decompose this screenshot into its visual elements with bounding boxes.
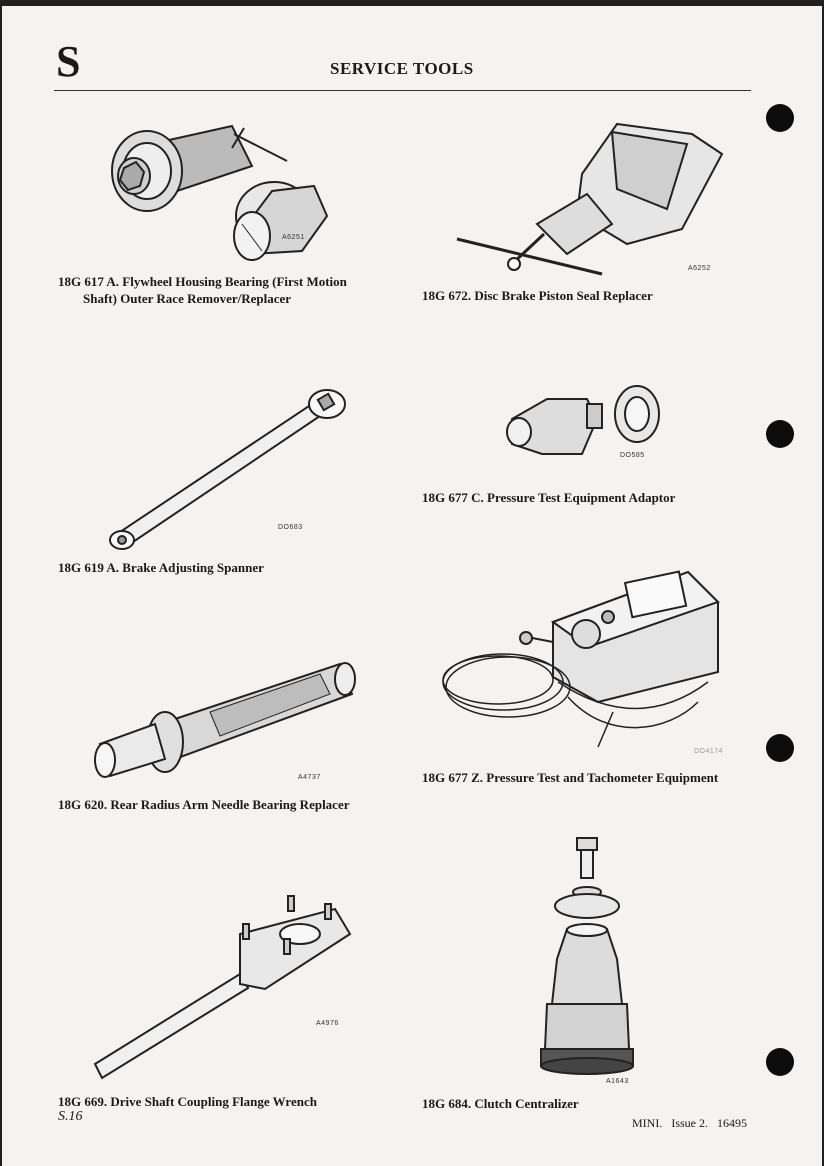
figure-reference: DO4174	[694, 748, 724, 755]
tool-caption: 18G 684. Clutch Centralizer	[422, 1096, 579, 1111]
tool-caption: 18G 677 C. Pressure Test Equipment Adaptor	[422, 490, 676, 505]
binder-hole-icon	[766, 420, 794, 448]
caption-line: 18G 617 A. Flywheel Housing Bearing (First Motion	[58, 274, 347, 289]
tool-caption	[58, 274, 398, 308]
binder-hole-icon	[766, 1048, 794, 1076]
tool-caption: 18G 669. Drive Shaft Coupling Flange Wrench	[58, 1094, 317, 1109]
figure-reference: A6251	[282, 234, 305, 241]
figure-reference: A1643	[606, 1078, 629, 1085]
page-title: SERVICE TOOLS	[330, 59, 474, 78]
figure-reference: DO585	[620, 452, 645, 459]
needle-bearing-replacer-illustration	[90, 654, 365, 784]
clutch-centralizer-illustration	[537, 834, 647, 1084]
pressure-adaptor-illustration	[497, 374, 667, 464]
figure-reference: A4976	[316, 1020, 339, 1027]
figure-reference: DO683	[278, 524, 303, 531]
figure-reference: A4737	[298, 774, 321, 781]
figure-reference: A6252	[688, 265, 711, 272]
issue-info: MINI. Issue 2. 16495	[632, 1116, 747, 1130]
flywheel-bearing-tool-illustration	[102, 106, 352, 266]
binder-hole-icon	[766, 104, 794, 132]
piston-seal-replacer-illustration	[452, 114, 732, 284]
brake-adjusting-spanner-illustration	[102, 384, 362, 554]
caption-line: Shaft) Outer Race Remover/Replacer	[83, 290, 292, 306]
tool-caption: 18G 619 A. Brake Adjusting Spanner	[58, 560, 264, 575]
coupling-flange-wrench-illustration	[90, 894, 360, 1084]
tool-caption: 18G 672. Disc Brake Piston Seal Replacer	[422, 288, 653, 303]
manual-page	[2, 6, 822, 1166]
tachometer-equipment-illustration	[438, 562, 728, 762]
page-number: S.16	[58, 1109, 83, 1124]
tool-caption: 18G 620. Rear Radius Arm Needle Bearing Replacer	[58, 797, 350, 812]
binder-hole-icon	[766, 734, 794, 762]
header-rule	[54, 90, 751, 91]
section-letter: S	[56, 37, 81, 86]
tool-caption: 18G 677 Z. Pressure Test and Tachometer Equipment	[422, 770, 719, 785]
